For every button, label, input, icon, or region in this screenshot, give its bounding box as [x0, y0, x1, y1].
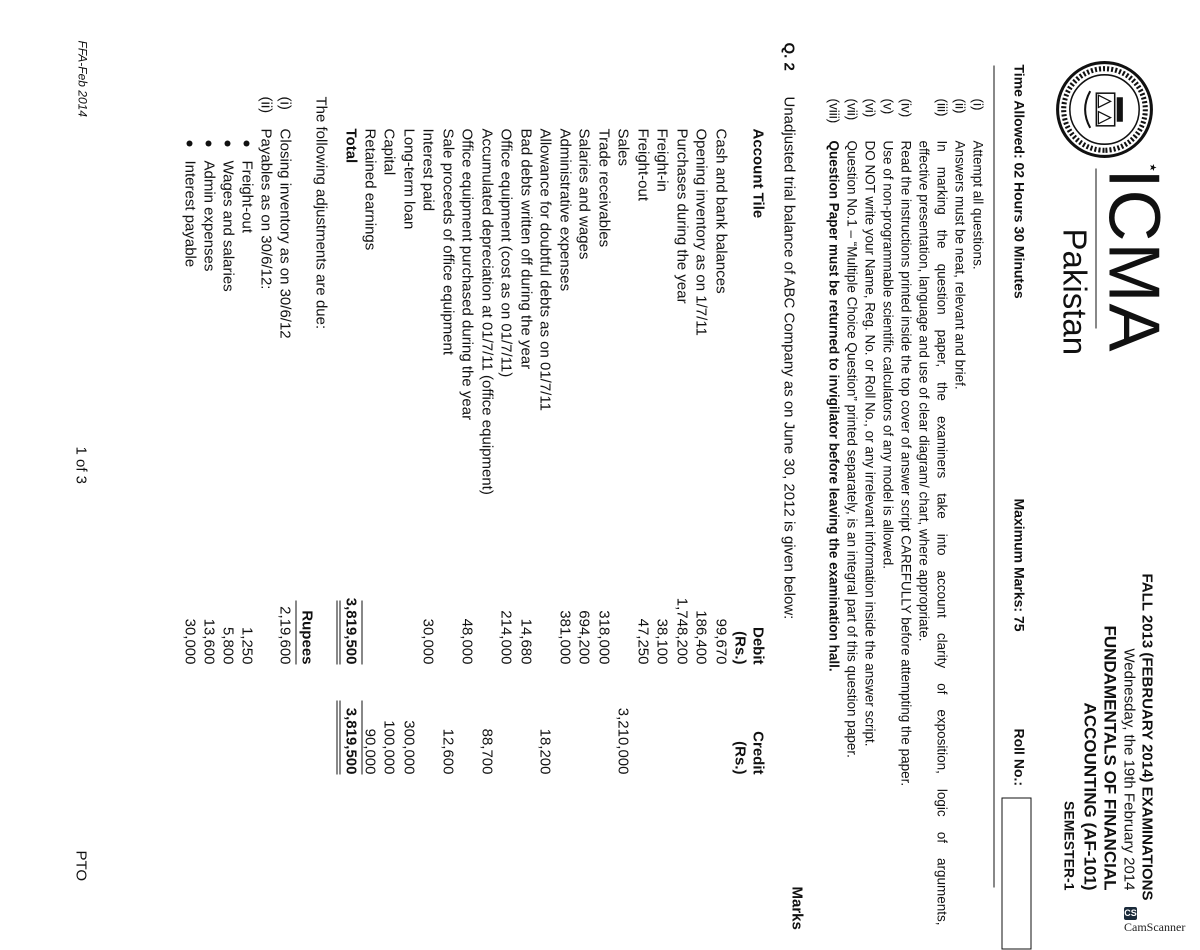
time-allowed: Time Allowed: 02 Hours 30 Minutes	[1011, 64, 1028, 299]
payable-value: 30,000	[181, 618, 199, 665]
payable-value: 13,600	[200, 618, 218, 665]
question-text: Unadjusted trial balance of ABC Company as on June 30, 2012 is given below:	[780, 96, 798, 620]
total-credit: 3,819,500	[342, 707, 360, 775]
instruction-text: Question Paper must be returned to invigilator before leaving the examination hall.	[826, 140, 842, 672]
col-debit-unit: (Rs.)	[731, 631, 749, 665]
col-account-header: Account Tile	[749, 128, 767, 219]
row-debit: 381,000	[556, 610, 574, 665]
row-credit: 88,700	[478, 728, 496, 775]
semester: SEMESTER-1	[1061, 801, 1078, 891]
row-debit: 30,000	[420, 618, 437, 665]
instruction-number: (vi)	[862, 98, 878, 118]
instruction-number: (v)	[880, 98, 896, 115]
row-account: Office equipment (cost as on 01/7/11)	[498, 128, 515, 378]
row-account: Cash and bank balances	[712, 128, 730, 294]
roll-no-label: Roll No.:	[1011, 728, 1028, 787]
row-account: Salaries and wages	[576, 128, 593, 260]
subject-line-2: ACCOUNTING (AF-101)	[1080, 702, 1100, 891]
col-credit-header: Credit	[749, 731, 767, 775]
col-credit-unit: (Rs.)	[731, 741, 749, 775]
instruction-text: Answers must be neat, relevant and brief.	[952, 140, 968, 390]
row-debit: 186,400	[693, 610, 710, 665]
row-account: Administrative expenses	[556, 128, 574, 292]
instruction-number: (iii)	[934, 98, 950, 117]
payable-value: 1,250	[238, 626, 256, 665]
instruction-text: Use of non-programmable scientific calculators of any model is allowed.	[880, 140, 896, 569]
exam-title: FALL 2013 (FEBRUARY 2014) EXAMINATIONS	[1138, 573, 1156, 901]
row-account: Freight-in	[654, 128, 671, 192]
row-debit: 694,200	[576, 610, 593, 665]
row-credit: 12,600	[439, 728, 457, 775]
row-account: Interest paid	[420, 128, 437, 212]
row-account: Capital	[381, 128, 398, 176]
camscanner-logo-icon: CS	[1124, 907, 1137, 918]
instruction-number: (viii)	[826, 98, 842, 124]
debit-total-rule-1	[340, 601, 341, 665]
instruction-text: Attempt all questions.	[970, 140, 986, 270]
camscanner-watermark	[1124, 905, 1200, 935]
row-account: Opening inventory as on 1/7/11	[693, 128, 710, 336]
debit-total-rule-top	[362, 601, 363, 665]
adj-item1-text: Closing inventory as on 30/6/12	[276, 128, 294, 339]
adj-item1-num: (i)	[276, 96, 294, 110]
row-credit: 3,210,000	[615, 707, 632, 775]
adjustments-intro: The following adjustments are due:	[312, 96, 330, 330]
bullet-icon	[244, 141, 250, 147]
row-debit: 14,680	[517, 618, 535, 665]
row-debit: 1,748,200	[673, 597, 691, 665]
row-debit: 214,000	[498, 610, 515, 665]
row-account: Sales	[615, 128, 632, 167]
payable-item: Freight-out	[238, 160, 256, 234]
adj-item2-text: Payables as on 30/6/12:	[257, 128, 275, 290]
row-credit: 90,000	[361, 728, 379, 775]
row-credit: 300,000	[400, 720, 418, 775]
credit-total-rule-2	[337, 701, 338, 775]
page-number: 1 of 3	[72, 446, 90, 485]
brand-subtitle: Pakistan	[1056, 228, 1094, 356]
credit-total-rule-top	[362, 701, 363, 775]
row-account: Office equipment purchased during the year	[459, 128, 476, 421]
total-debit: 3,819,500	[342, 597, 360, 665]
bullet-icon	[225, 141, 231, 147]
instruction-number: (ii)	[952, 98, 968, 114]
exam-date: Wednesday, the 19th February 2014	[1120, 648, 1138, 891]
payable-item: Interest payable	[181, 160, 199, 268]
bullet-icon	[206, 141, 212, 147]
question-number: Q. 2	[780, 42, 798, 71]
debit-total-rule-2	[337, 601, 338, 665]
instruction-text: Read the instructions printed inside the top cover of answer script CAREFULLY before attempting the paper.	[898, 140, 914, 787]
row-account: Freight-out	[634, 128, 652, 202]
col-debit-header: Debit	[749, 627, 767, 665]
brand-name: ICMA	[1093, 168, 1174, 353]
row-credit: 100,000	[381, 720, 398, 775]
marks-label: Marks	[788, 886, 806, 930]
instruction-number: (i)	[970, 98, 986, 111]
rotated-exam-sheet	[0, 1, 1200, 928]
row-credit: 18,200	[537, 728, 554, 775]
rupees-underline	[296, 601, 297, 665]
row-account: Purchases during the year	[673, 128, 691, 304]
payable-value: 5,800	[219, 626, 237, 665]
adj-item1-value: 2,19,600	[276, 606, 294, 665]
total-label: Total	[342, 128, 360, 164]
row-debit: 48,000	[459, 618, 476, 665]
row-debit: 38,100	[654, 618, 671, 665]
row-debit: 318,000	[595, 610, 613, 665]
bullet-icon	[187, 141, 193, 147]
row-account: Sale proceeds of office equipment	[439, 128, 457, 356]
footer-code: FFA-Feb 2014	[75, 40, 90, 117]
credit-total-rule-1	[340, 701, 341, 775]
icma-seal-logo	[1054, 59, 1156, 161]
row-debit: 99,670	[712, 618, 730, 665]
row-account: Retained earnings	[361, 128, 379, 251]
pto-label: PTO	[72, 850, 90, 882]
instruction-text: In marking the question paper, the examiners take into account clarity of exposition, logic of arguments,	[934, 140, 950, 926]
instruction-text: Question No.1 – “Multiple Choice Question” printed separately, is an integral part of this question paper.	[844, 140, 860, 758]
row-account: Bad debts written off during the year	[517, 128, 535, 370]
payable-item: Admin expenses	[200, 160, 218, 272]
rupees-header: Rupees	[298, 610, 316, 665]
instruction-text: DO NOT write your Name, Reg. No. or Roll No., or any irrelevant information inside the answer script.	[862, 140, 878, 747]
row-account: Trade receivables	[595, 128, 613, 248]
instruction-number: (iv)	[898, 98, 914, 118]
max-marks: Maximum Marks: 75	[1011, 498, 1028, 632]
instruction-text: effective presentation, language and use of clear diagram/ chart, where appropriate.	[916, 140, 932, 642]
header-separator	[994, 66, 995, 888]
row-account: Allowance for doubtful debts as on 01/7/11	[537, 128, 554, 411]
camscanner-name: CamScanner	[1124, 920, 1186, 934]
row-account: Accumulated depreciation at 01/7/11 (office equipment)	[478, 128, 496, 495]
subject-line-1: FUNDAMENTALS OF FINANCIAL	[1100, 625, 1120, 891]
instruction-number: (vii)	[844, 98, 860, 121]
brand-rule	[1096, 169, 1097, 329]
adj-item2-num: (ii)	[257, 96, 275, 114]
payable-item: Wages and salaries	[219, 160, 237, 292]
row-debit: 47,250	[634, 618, 652, 665]
row-account: Long-term loan	[400, 128, 418, 230]
